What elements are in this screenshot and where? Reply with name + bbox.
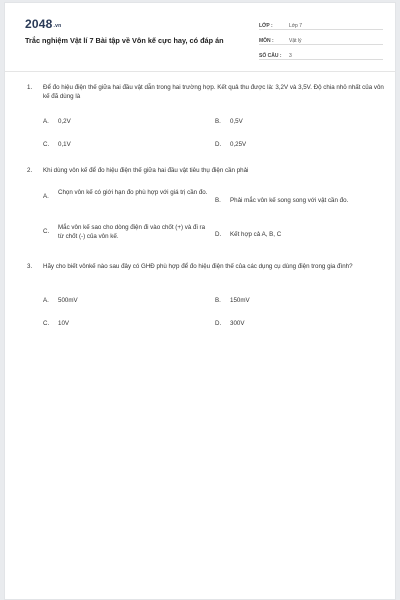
option-2c[interactable] — [43, 223, 208, 241]
logo-sub: .vn — [53, 23, 62, 29]
option-letter: C. — [43, 141, 50, 148]
option-2a[interactable] — [43, 188, 208, 200]
question-1 — [27, 83, 387, 101]
option-3b[interactable] — [215, 296, 385, 305]
option-1a[interactable] — [43, 117, 193, 126]
option-letter: D. — [215, 231, 222, 238]
option-text: Mắc vôn kế sao cho dòng điện đi vào chốt (+) và đi ra từ chốt (-) của vôn kế. — [58, 224, 206, 240]
option-text: 0,5V — [230, 118, 243, 125]
option-letter: B. — [215, 197, 221, 204]
option-2d[interactable] — [215, 230, 385, 239]
question-2 — [27, 166, 387, 175]
meta-value: 3 — [289, 53, 292, 59]
option-letter: A. — [43, 297, 49, 304]
question-text: Khi dùng vôn kế để đo hiệu điện thế giữa hai đầu vật tiêu thụ điện cần phải — [43, 167, 249, 174]
header-divider — [5, 71, 395, 72]
option-letter: D. — [215, 320, 222, 327]
option-1c[interactable] — [43, 140, 193, 149]
question-number: 2. — [27, 167, 33, 174]
option-text: Chọn vôn kế có giới hạn đo phù hợp với giá trị cần đo. — [58, 189, 208, 196]
meta-label: SỐ CÂU : — [259, 53, 282, 59]
meta-row-subject — [259, 32, 383, 45]
question-number: 3. — [27, 263, 33, 270]
option-letter: B. — [215, 297, 221, 304]
option-text: 500mV — [58, 297, 78, 304]
option-3c[interactable] — [43, 319, 193, 328]
option-text: 0,1V — [58, 141, 71, 148]
option-text: 0,25V — [230, 141, 247, 148]
option-letter: A. — [43, 193, 49, 200]
option-letter: B. — [215, 118, 221, 125]
meta-info — [259, 17, 383, 62]
question-3 — [27, 262, 387, 271]
option-3a[interactable] — [43, 296, 193, 305]
meta-label: MÔN : — [259, 38, 274, 44]
option-letter: C. — [43, 320, 50, 327]
document-header — [5, 3, 395, 73]
option-2b[interactable] — [215, 196, 393, 205]
option-letter: C. — [43, 228, 50, 235]
option-text: 300V — [230, 320, 245, 327]
meta-row-class — [259, 17, 383, 30]
option-1d[interactable] — [215, 140, 385, 149]
meta-label: LỚP : — [259, 23, 273, 29]
option-text: 150mV — [230, 297, 250, 304]
document-page — [4, 2, 396, 600]
question-text: Hãy cho biết vônkế nào sau đây có GHĐ phù hợp để đo hiệu điện thế của các dụng cụ dùng điện trong gia đình? — [43, 263, 353, 270]
option-letter: D. — [215, 141, 222, 148]
meta-value: Lớp 7 — [289, 23, 303, 29]
option-text: Phải mắc vôn kế song song với vật cần đo. — [230, 197, 349, 204]
question-number: 1. — [27, 84, 33, 91]
logo-main: 2048 — [25, 17, 53, 31]
option-3d[interactable] — [215, 319, 385, 328]
option-letter: A. — [43, 118, 49, 125]
question-text: Để đo hiệu điện thế giữa hai đầu vật dẫn trong hai trường hợp. Kết quả thu được là: 3,2V và 3,5V. Độ chia nhỏ nhất của vôn kế đã dùng là — [43, 84, 384, 100]
meta-row-count — [259, 47, 383, 60]
option-text: Kết hợp cả A, B, C — [230, 231, 282, 238]
option-text: 10V — [58, 320, 70, 327]
option-text: 0,2V — [58, 118, 71, 125]
site-logo[interactable] — [25, 17, 61, 31]
option-1b[interactable] — [215, 117, 385, 126]
document-title: Trắc nghiệm Vật lí 7 Bài tập về Vôn kế cực hay, có đáp án — [25, 36, 224, 45]
meta-value: Vật lý — [289, 38, 302, 44]
